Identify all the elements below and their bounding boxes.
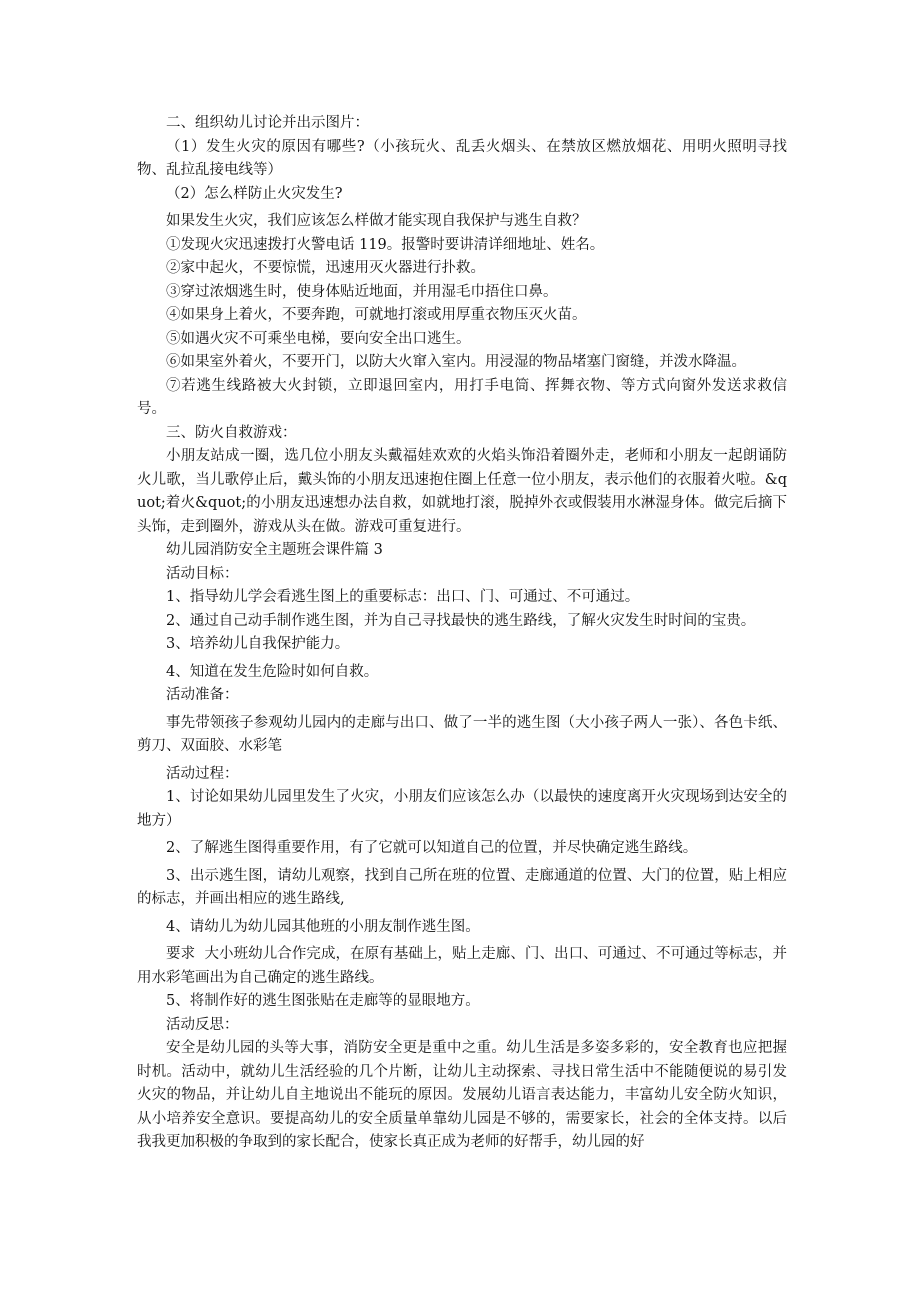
paragraph: 事先带领孩子参观幼儿园内的走廊与出口、做了一半的逃生图（大小孩子两人一张）、各色卡纸、剪刀、双面胶、水彩笔 (137, 714, 787, 754)
paragraph: ②家中起火，不要惊慌，迅速用灭火器进行扑救。 (166, 260, 485, 276)
paragraph: 要求 大小班幼儿合作完成，在原有基础上，贴上走廊、门、出口、可通过、不可通过等标志，并用水彩笔画出为自己确定的逃生路线。 (137, 946, 787, 986)
paragraph: 5、将制作好的逃生图张贴在走廊等的显眼地方。 (166, 993, 480, 1009)
paragraph: ⑦若逃生线路被大火封锁，立即退回室内，用打手电筒、挥舞衣物、等方式向窗外发送求救信号。 (137, 377, 787, 417)
paragraph: 3、出示逃生图，请幼儿观察，找到自己所在班的位置、走廊通道的位置、大门的位置，贴上相应的标志，并画出相应的逃生路线, (137, 867, 787, 907)
paragraph: 1、指导幼儿学会看逃生图上的重要标志：出口、门、可通过、不可通过。 (166, 589, 640, 605)
paragraph: ①发现火灾迅速拨打火警电话 119。报警时要讲清详细地址、姓名。 (166, 236, 605, 253)
paragraph: 三、防火自救游戏： (166, 424, 297, 441)
paragraph: 活动目标： (166, 565, 239, 582)
paragraph: ④如果身上着火，不要奔跑，可就地打滚或用厚重衣物压灭火苗。 (166, 307, 587, 323)
paragraph: 小朋友站成一圈，选几位小朋友头戴福娃欢欢的火焰头饰沿着圈外走，老师和小朋友一起朗诵防火儿歌，当儿歌停止后，戴头饰的小朋友迅速抱住圈上任意一位小朋友，表示他们的衣服着火啦。&quot;着火&quot;的小朋友迅速想办法自救，如就地打滚，脱掉外衣或假装用水淋湿身体。做完后摘下头饰，走到圈外，游戏从头在做。游戏可重复进行。 (137, 448, 787, 535)
paragraph: 二、组织幼儿讨论并出示图片： (166, 115, 369, 131)
paragraph: 安全是幼儿园的头等大事，消防安全更是重中之重。幼儿生活是多姿多彩的，安全教育也应把握时机。活动中，就幼儿生活经验的几个片断，让幼儿主动探索、寻找日常生活中不能随便说的易引发火灾的物品，并让幼儿自主地说出不能玩的原因。发展幼儿语言表达能力，丰富幼儿安全防火知识，从小培养安全意识。要提高幼儿的安全质量单靠幼儿园是不够的，需要家长，社会的全体支持。以后我我更加积极的争取到的家长配合，使家长真正成为老师的好帮手，幼儿园的好 (137, 1040, 787, 1150)
paragraph: 幼儿园消防安全主题班会课件篇 3 (166, 542, 383, 558)
paragraph: （1）发生火灾的原因有哪些?（小孩玩火、乱丢火烟头、在禁放区燃放烟花、用明火照明寻找物、乱拉乱接电线等） (137, 138, 787, 178)
paragraph: ③穿过浓烟逃生时，使身体贴近地面，并用湿毛巾捂住口鼻。 (166, 283, 558, 300)
paragraph: 活动过程： (166, 765, 239, 782)
paragraph: （2）怎么样防止火灾发生? (166, 185, 343, 202)
paragraph: 4、请幼儿为幼儿园其他班的小朋友制作逃生图。 (166, 918, 480, 935)
paragraph: ⑤如遇火灾不可乘坐电梯，要向安全出口逃生。 (166, 330, 471, 347)
paragraph: ⑥如果室外着火，不要开门，以防大火窜入室内。用浸湿的物品堵塞门窗缝，并泼水降温。 (166, 354, 746, 370)
paragraph: 1、讨论如果幼儿园里发生了火灾，小朋友们应该怎么办（以最快的速度离开火灾现场到达安全的地方） (137, 789, 787, 829)
paragraph: 3、培养幼儿自我保护能力。 (166, 636, 350, 652)
paragraph: 2、了解逃生图得重要作用，有了它就可以知道自己的位置，并尽快确定逃生路线。 (166, 840, 698, 856)
paragraph: 活动反思： (166, 1016, 239, 1033)
paragraph: 4、知道在发生危险时如何自救。 (166, 663, 379, 680)
document-body (137, 112, 787, 1155)
paragraph: 2、通过自己动手制作逃生图，并为自己寻找最快的逃生路线，了解火灾发生时时间的宝贵。 (166, 612, 756, 629)
paragraph: 活动准备： (166, 687, 239, 703)
paragraph: 如果发生火灾，我们应该怎么样做才能实现自我保护与逃生自救？ (166, 213, 587, 229)
